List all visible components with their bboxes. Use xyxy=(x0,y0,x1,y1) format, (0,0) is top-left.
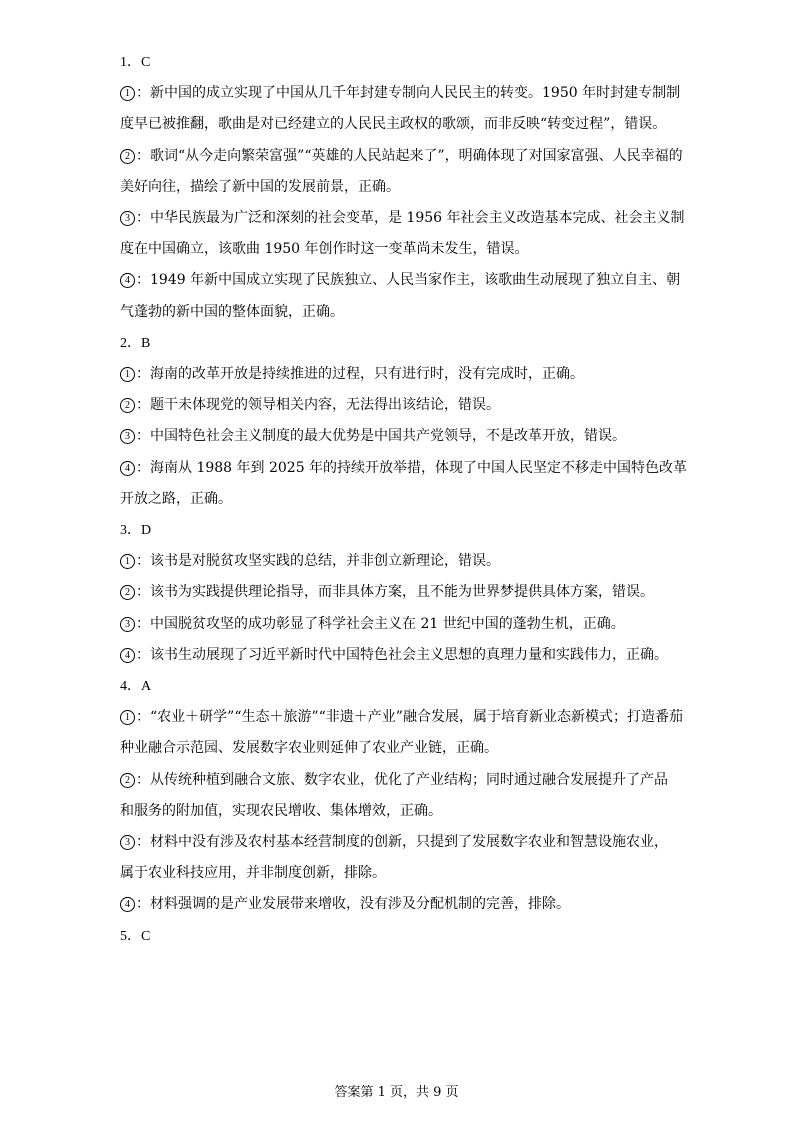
answer-explanation-line xyxy=(120,577,680,608)
explanation-text: 气蓬勃的新中国的整体面貌，正确。 xyxy=(120,303,344,320)
explanation-text: ：中华民族最为广泛和深刻的社会变革，是 1956 年社会主义改造基本完成、社会主义制 xyxy=(136,210,685,227)
answer-explanation-line xyxy=(120,889,680,920)
explanation-text: ：材料强调的是产业发展带来增收，没有涉及分配机制的完善，排除。 xyxy=(136,896,570,913)
explanation-text: ：1949 年新中国成立实现了民族独立、人民当家作主，该歌曲生动展现了独立自主、朝 xyxy=(136,272,681,289)
answer-explanation-line xyxy=(120,827,680,858)
answer-explanation-line xyxy=(120,733,680,764)
circled-number-marker: 4 xyxy=(120,461,135,476)
answer-explanation-line xyxy=(120,359,680,390)
circled-number-marker: 1 xyxy=(120,86,135,101)
explanation-text: ：歌词“从今走向繁荣富强”“英雄的人民站起来了”，明确体现了对国家富强、人民幸福的 xyxy=(136,147,683,164)
explanation-text: 种业融合示范园、发展数字农业则延伸了农业产业链，正确。 xyxy=(120,740,498,757)
explanation-text: ：海南从 1988 年到 2025 年的持续开放举措，体现了中国人民坚定不移走中国特色改革 xyxy=(136,459,688,476)
answer-explanation-line xyxy=(120,172,680,203)
explanation-text: 美好向往，描绘了新中国的发展前景，正确。 xyxy=(120,178,400,195)
circled-number-marker: 3 xyxy=(120,835,135,850)
answer-header: 3．D xyxy=(120,523,152,539)
explanation-text: 度在中国确立，该歌曲 1950 年创作时这一变革尚未发生，错误。 xyxy=(120,241,529,258)
circled-number-marker: 1 xyxy=(120,367,135,382)
circled-number-marker: 2 xyxy=(120,585,135,600)
answer-explanation-line xyxy=(120,858,680,889)
answer-explanation-line xyxy=(120,234,680,265)
answer-explanation-line xyxy=(120,702,683,733)
answer-explanation-line xyxy=(120,203,685,234)
circled-number-marker: 2 xyxy=(120,149,135,164)
explanation-text: 属于农业科技应用，并非制度创新，排除。 xyxy=(120,865,386,882)
answer-explanation-line xyxy=(120,609,680,640)
circled-number-marker: 1 xyxy=(120,554,135,569)
answer-explanation-line xyxy=(120,390,680,421)
circled-number-marker: 4 xyxy=(120,648,135,663)
circled-number-marker: 3 xyxy=(120,211,135,226)
explanation-text: ：“农业＋研学”“生态＋旅游”“非遗＋产业”融合发展，属于培育新业态新模式；打造番茄 xyxy=(136,709,683,726)
answer-explanation-line xyxy=(120,265,680,296)
answer-header: 1．C xyxy=(120,55,151,70)
explanation-text: 度早已被推翻，歌曲是对已经建立的人民民主政权的歌颂，而非反映“转变过程”，错误。 xyxy=(120,116,667,133)
answer-header: 5．C xyxy=(120,928,151,944)
circled-number-marker: 3 xyxy=(120,617,135,632)
explanation-text: ：中国脱贫攻坚的成功彰显了科学社会主义在 21 世纪中国的蓬勃生机，正确。 xyxy=(136,615,625,632)
circled-number-marker: 2 xyxy=(120,398,135,413)
answer-explanation-line xyxy=(120,421,680,452)
answer-explanation-line xyxy=(120,640,680,671)
circled-number-marker: 1 xyxy=(120,710,135,725)
answer-explanation-line xyxy=(120,78,680,109)
explanation-text: ：该书为实践提供理论指导，而非具体方案，且不能为世界梦提供具体方案，错误。 xyxy=(136,584,654,601)
answer-explanation-line xyxy=(120,297,680,328)
page-footer: 答案第 1 页，共 9 页 xyxy=(334,1085,459,1100)
explanation-text: ：从传统种植到融合文旅、数字农业，优化了产业结构；同时通过融合发展提升了产品 xyxy=(136,771,668,788)
answer-explanation-line xyxy=(120,546,680,577)
explanation-text: ：中国特色社会主义制度的最大优势是中国共产党领导，不是改革开放，错误。 xyxy=(136,428,626,445)
explanation-text: 和服务的附加值，实现农民增收、集体增效，正确。 xyxy=(120,802,442,819)
explanation-text: ：题干未体现党的领导相关内容，无法得出该结论，错误。 xyxy=(136,397,500,414)
circled-number-marker: 3 xyxy=(120,429,135,444)
answer-explanation-line xyxy=(120,109,680,140)
answer-explanation-line xyxy=(120,484,680,515)
answer-header: 2．B xyxy=(120,335,151,351)
explanation-text: ：新中国的成立实现了中国从几千年封建专制向人民民主的转变。1950 年时封建专制制 xyxy=(136,85,681,102)
answer-explanation-line xyxy=(120,765,680,796)
explanation-text: 开放之路，正确。 xyxy=(120,490,232,507)
circled-number-marker: 4 xyxy=(120,897,135,912)
answer-content xyxy=(120,47,688,952)
answer-explanation-line xyxy=(120,141,683,172)
explanation-text: ：海南的改革开放是持续推进的过程，只有进行时，没有完成时，正确。 xyxy=(136,366,584,383)
answer-explanation-line xyxy=(120,796,680,827)
explanation-text: ：该书生动展现了习近平新时代中国特色社会主义思想的真理力量和实践伟力，正确。 xyxy=(136,646,668,663)
circled-number-marker: 2 xyxy=(120,773,135,788)
circled-number-marker: 4 xyxy=(120,273,135,288)
explanation-text: ：该书是对脱贫攻坚实践的总结，并非创立新理论，错误。 xyxy=(136,553,500,570)
answer-explanation-line xyxy=(120,453,688,484)
explanation-text: ：材料中没有涉及农村基本经营制度的创新，只提到了发展数字农业和智慧设施农业， xyxy=(136,834,668,851)
answer-header: 4．A xyxy=(120,679,152,695)
